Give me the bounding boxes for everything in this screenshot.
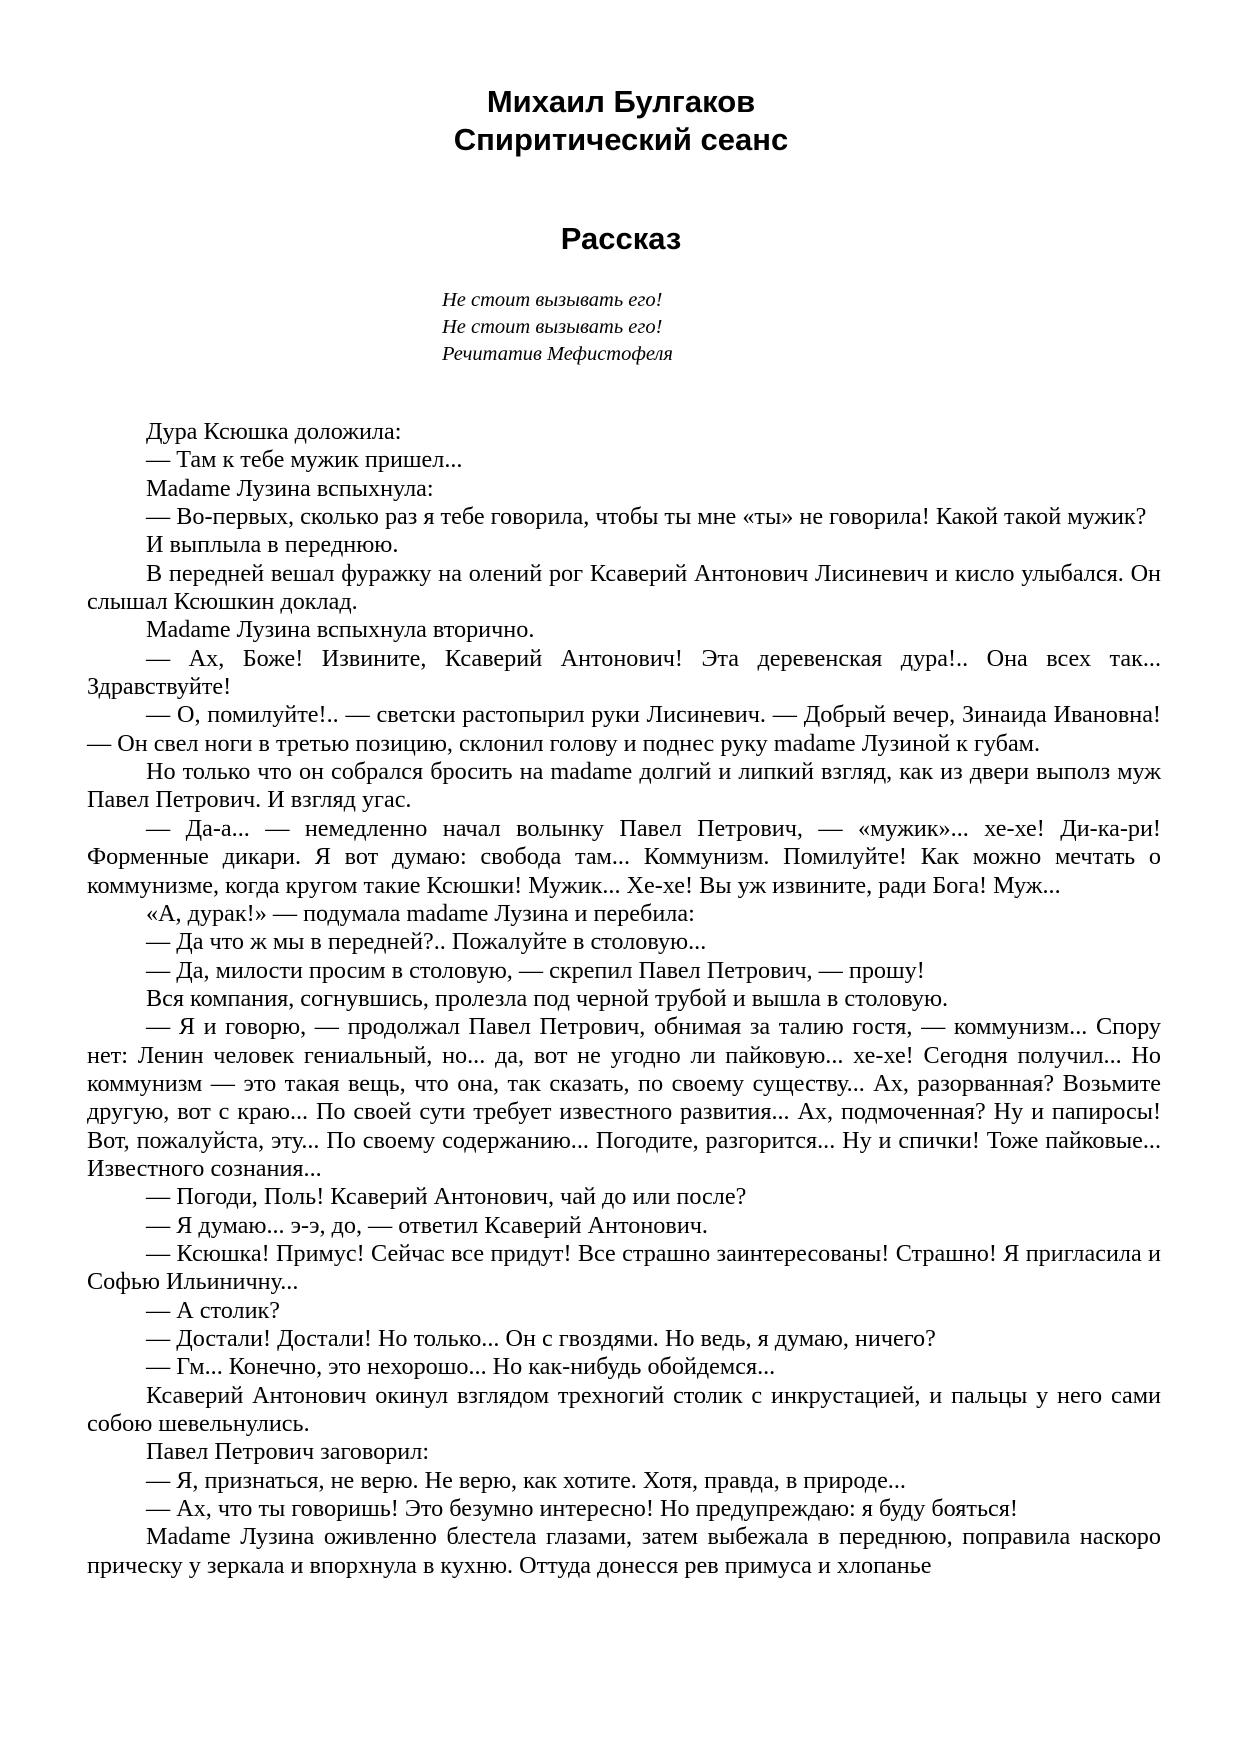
story-title: Спиритический сеанс bbox=[453, 122, 789, 157]
paragraph: Но только что он собрался бросить на madame долгий и липкий взгляд, как из двери выполз муж Павел Петрович. И взгляд угас. bbox=[87, 758, 1161, 814]
paragraph: Madame Лузина вспыхнула: bbox=[146, 474, 434, 502]
paragraph: И выплыла в переднюю. bbox=[146, 531, 399, 559]
paragraph: «А, дурак!» — подумала madame Лузина и перебила: bbox=[146, 899, 695, 927]
paragraph: — Да, милости просим в столовую, — скрепил Павел Петрович, — прошу! bbox=[146, 956, 925, 984]
paragraph: В передней вешал фуражку на олений рог Ксаверий Антонович Лисиневич и кисло улыбался. Он слышал Ксюшкин доклад. bbox=[87, 559, 1161, 616]
paragraph: — Во-первых, сколько раз я тебе говорила, чтобы ты мне «ты» не говорила! Какой такой мужик? bbox=[146, 503, 1147, 531]
paragraph: Вся компания, согнувшись, пролезла под черной трубой и вышла в столовую. bbox=[146, 984, 949, 1012]
paragraph: Ксаверий Антонович окинул взглядом трехногий столик с инкрустацией, и пальцы у него сами собою шевельнулись. bbox=[87, 1381, 1161, 1438]
epigraph-attribution: Речитатив Мефистофеля bbox=[442, 343, 673, 365]
paragraph: — Достали! Достали! Но только... Он с гвоздями. Но ведь, я думаю, ничего? bbox=[146, 1325, 936, 1352]
story-genre: Рассказ bbox=[560, 221, 682, 256]
paragraph: Павел Петрович заговорил: bbox=[146, 1438, 430, 1466]
paragraph: — Гм... Конечно, это нехорошо... Но как-нибудь обойдемся... bbox=[146, 1353, 776, 1381]
paragraph: — Погоди, Поль! Ксаверий Антонович, чай до или после? bbox=[146, 1183, 747, 1211]
paragraph: — Ах, что ты говоришь! Это безумно интересно! Но предупреждаю: я буду бояться! bbox=[146, 1495, 1018, 1523]
paragraph: Madame Лузина вспыхнула вторично. bbox=[146, 616, 535, 644]
paragraph: Madame Лузина оживленно блестела глазами, затем выбежала в переднюю, поправила наскоро прическу у зеркала и впорхнула в кухню. Оттуда донесся рев примуса и хлопанье bbox=[87, 1523, 1161, 1579]
paragraph: — Ах, Боже! Извините, Ксаверий Антонович! Эта деревенская дура!.. Она всех так... Здравствуйте! bbox=[87, 644, 1161, 701]
paragraph: — Да-а... — немедленно начал волынку Павел Петрович, — «мужик»... хе-хе! Ди-ка-ри! Форменные дикари. Я вот думаю: свобода там... Коммунизм. Помилуйте! Как можно мечтать о коммунизме, когда кругом такие Ксюшки! Мужик... Хе-хе! Вы уж извините, ради Бога! Муж... bbox=[87, 814, 1161, 899]
paragraph: — Там к тебе мужик пришел... bbox=[146, 446, 463, 474]
paragraph: — Я думаю... э-э, до, — ответил Ксаверий Антонович. bbox=[146, 1211, 708, 1239]
epigraph-line: Не стоит вызывать его! bbox=[442, 316, 663, 338]
paragraph: — Ксюшка! Примус! Сейчас все придут! Все страшно заинтересованы! Страшно! Я пригласила и Софью Ильиничну... bbox=[87, 1239, 1161, 1296]
epigraph bbox=[442, 287, 673, 368]
paragraph: Дура Ксюшка доложила: bbox=[146, 418, 402, 445]
paragraph: — Да что ж мы в передней?.. Пожалуйте в столовую... bbox=[146, 928, 707, 956]
epigraph-line: Не стоит вызывать его! bbox=[442, 289, 663, 311]
author-name: Михаил Булгаков bbox=[486, 84, 756, 119]
paragraph: — Я, признаться, не верю. Не верю, как хотите. Хотя, правда, в природе... bbox=[146, 1466, 906, 1494]
paragraph: — О, помилуйте!.. — светски растопырил руки Лисиневич. — Добрый вечер, Зинаида Ивановна! — Он свел ноги в третью позицию, склонил голову и поднес руку madame Лузиной к губам. bbox=[87, 701, 1161, 757]
story-text bbox=[87, 418, 1161, 1580]
paragraph: — А столик? bbox=[146, 1296, 281, 1324]
paragraph: — Я и говорю, — продолжал Павел Петрович, обнимая за талию гостя, — коммунизм... Спору нет: Ленин человек гениальный, но... да, вот не угодно ли пайковую... хе-хе! Сегодня получил... Но коммунизм — это такая вещь, что она, так сказать, по своему существу... Ах, разорванная? Возьмите другую, вот с краю... По своей сути требует известного развития... Ах, подмоченная? Ну и папиросы! Вот, пожалуйста, эту... По своему содержанию... Погодите, разгорится... Ну и спички! Тоже пайковые... Известного сознания... bbox=[87, 1013, 1161, 1182]
